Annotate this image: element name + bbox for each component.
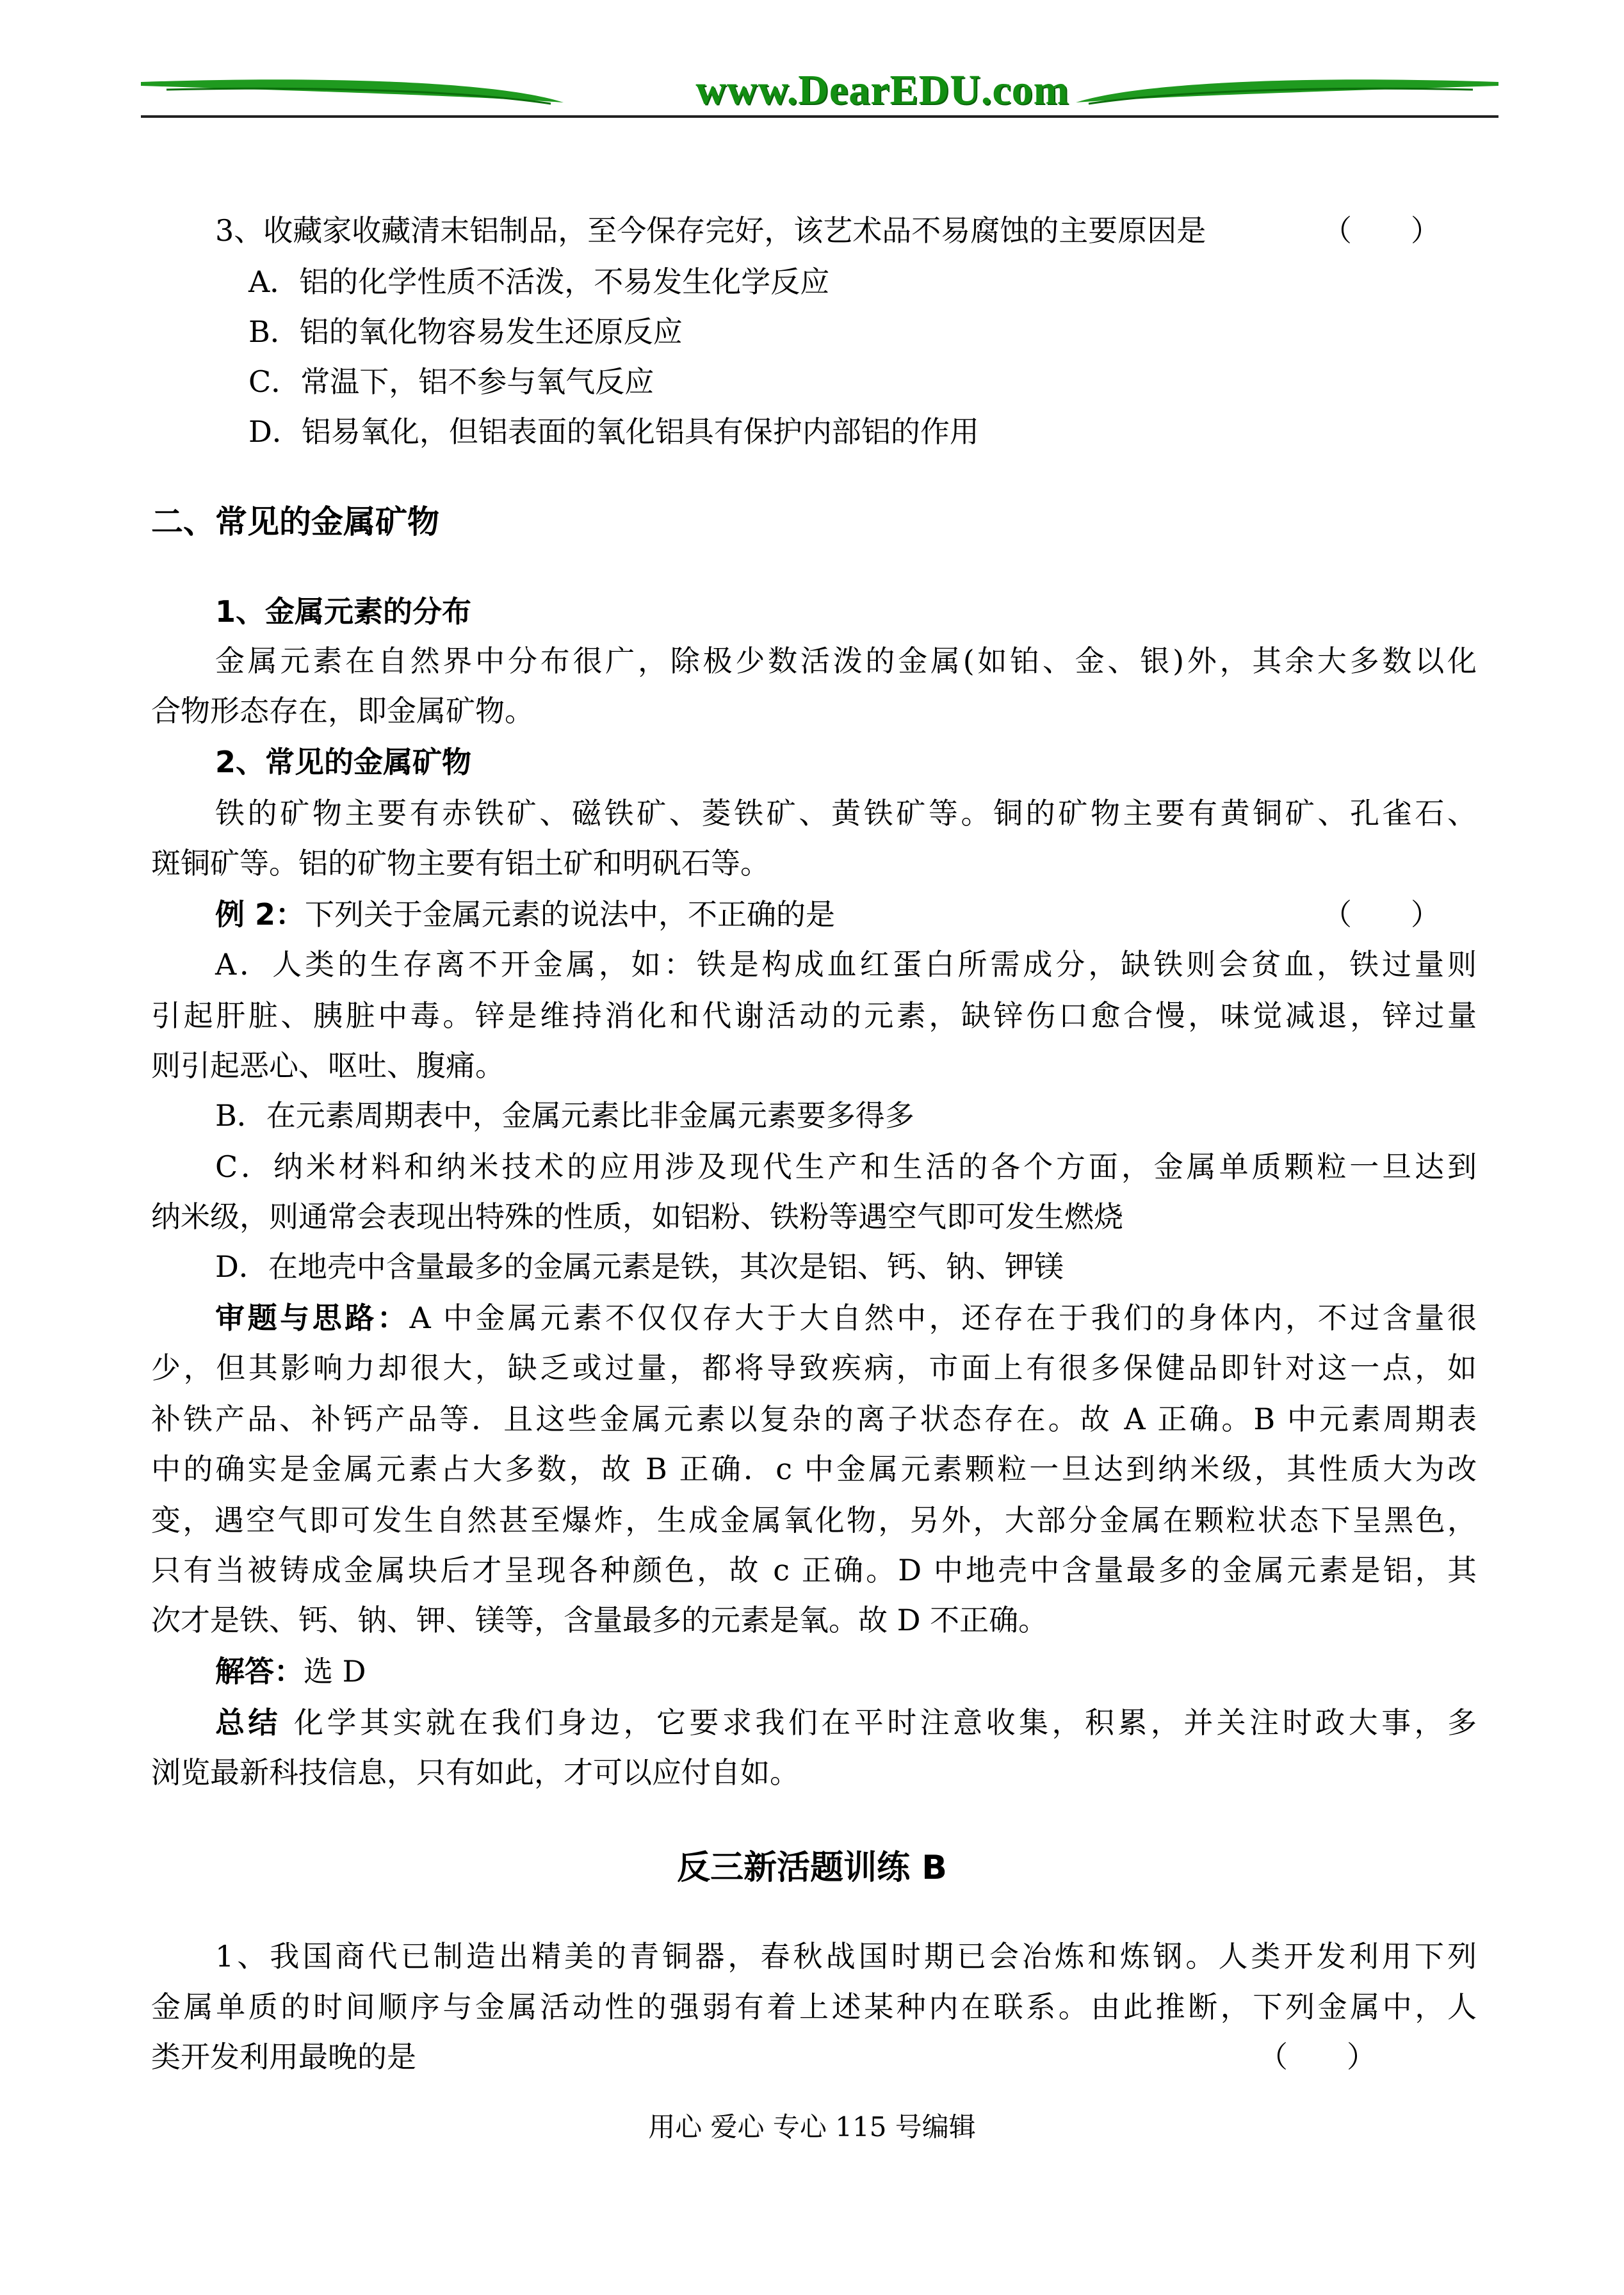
page-footer: 用心 爱心 专心 115 号编辑 xyxy=(648,2111,976,2143)
example-label: 例 2： xyxy=(215,897,305,932)
analysis-first-line xyxy=(215,1299,1477,1337)
option-d: D．在地壳中含量最多的金属元素是铁，其次是铝、钙、钠、钾镁 xyxy=(215,1249,1064,1284)
answer-line xyxy=(215,1652,366,1691)
paragraph-line: 斑铜矿等。铝的矿物主要有铝土矿和明矾石等。 xyxy=(151,846,770,880)
training-q1-answer-paren: （ ） xyxy=(1258,2040,1376,2074)
analysis-line: 补铁产品、补钙产品等．且这些金属元素以复杂的离子状态存在。故 A 正确。B 中元素周期表 xyxy=(151,1402,1477,1436)
paragraph-line: 铁的矿物主要有赤铁矿、磁铁矿、菱铁矿、黄铁矿等。铜的矿物主要有黄铜矿、孔雀石、 xyxy=(215,796,1477,831)
section-heading: 二、常见的金属矿物 xyxy=(151,503,439,540)
example-stem xyxy=(215,895,835,934)
training-q1-line: 1、我国商代已制造出精美的青铜器，春秋战国时期已会冶炼和炼钢。人类开发利用下列 xyxy=(215,1939,1477,1974)
option-c-line: C．纳米材料和纳米技术的应用涉及现代生产和生活的各个方面，金属单质颗粒一旦达到 xyxy=(215,1149,1477,1184)
header-rule xyxy=(141,115,1498,118)
training-title: 反三新活题训练 B xyxy=(677,1849,947,1887)
site-logo: www.DearEDU.com xyxy=(695,67,1069,113)
analysis-line: 次才是铁、钙、钠、钾、镁等，含量最多的元素是氧。故 D 不正确。 xyxy=(151,1603,1048,1637)
training-q1-line: 类开发利用最晚的是 xyxy=(151,2040,416,2074)
summary-first-line xyxy=(215,1703,1477,1742)
option-a-line: 引起肝脏、胰脏中毒。锌是维持消化和代谢活动的元素，缺锌伤口愈合慢，味觉减退，锌过量 xyxy=(151,998,1477,1033)
analysis-label: 审题与思路： xyxy=(215,1301,410,1335)
option-a-line: 则引起恶心、呕吐、腹痛。 xyxy=(151,1048,505,1083)
q3-answer-paren: （ ） xyxy=(1322,213,1440,248)
q3-option-d: D．铝易氧化，但铝表面的氧化铝具有保护内部铝的作用 xyxy=(248,414,979,449)
q3-stem: 3、收藏家收藏清末铝制品，至今保存完好，该艺术品不易腐蚀的主要原因是 xyxy=(215,213,1206,248)
example-answer-paren: （ ） xyxy=(1322,897,1440,932)
subheading-distribution: 1、金属元素的分布 xyxy=(215,594,472,629)
analysis-line: 少，但其影响力却很大，缺乏或过量，都将导致疾病，市面上有很多保健品即针对这一点，如 xyxy=(151,1350,1477,1385)
option-b: B．在元素周期表中，金属元素比非金属元素要多得多 xyxy=(215,1098,914,1133)
page-header xyxy=(141,64,1498,122)
q3-option-c: C．常温下，铝不参与氧气反应 xyxy=(248,364,654,399)
training-q1-line: 金属单质的时间顺序与金属活动性的强弱有着上述某种内在联系。由此推断，下列金属中，人 xyxy=(151,1990,1477,2024)
answer-label: 解答： xyxy=(215,1654,304,1689)
analysis-line: 只有当被铸成金属块后才呈现各种颜色，故 c 正确。D 中地壳中含量最多的金属元素是铝，其 xyxy=(151,1553,1477,1587)
subheading-minerals: 2、常见的金属矿物 xyxy=(215,745,472,779)
answer-text: 选 D xyxy=(304,1654,366,1689)
paragraph-line: 合物形态存在，即金属矿物。 xyxy=(151,693,534,728)
summary-line: 浏览最新科技信息，只有如此，才可以应付自如。 xyxy=(151,1755,799,1790)
paragraph-line: 金属元素在自然界中分布很广，除极少数活泼的金属(如铂、金、银)外，其余大多数以化 xyxy=(215,644,1477,678)
summary-text: 化学其实就在我们身边，它要求我们在平时注意收集，积累，并关注时政大事，多 xyxy=(280,1705,1477,1740)
example-question: 下列关于金属元素的说法中，不正确的是 xyxy=(305,897,836,932)
option-a-line: A．人类的生存离不开金属，如：铁是构成血红蛋白所需成分，缺铁则会贫血，铁过量则 xyxy=(215,947,1477,982)
analysis-line: 中的确实是金属元素占大多数，故 B 正确．c 中金属元素颗粒一旦达到纳米级，其性质大为改 xyxy=(151,1452,1477,1486)
q3-option-b: B．铝的氧化物容易发生还原反应 xyxy=(248,314,683,349)
analysis-line: 变，遇空气即可发生自然甚至爆炸，生成金属氧化物，另外，大部分金属在颗粒状态下呈黑色， xyxy=(151,1503,1477,1537)
analysis-text: A 中金属元素不仅仅存大于大自然中，还存在于我们的身体内，不过含量很 xyxy=(409,1301,1477,1335)
summary-label: 总结 xyxy=(215,1705,281,1740)
option-c-line: 纳米级，则通常会表现出特殊的性质，如铝粉、铁粉等遇空气即可发生燃烧 xyxy=(151,1199,1123,1234)
q3-option-a: A．铝的化学性质不活泼，不易发生化学反应 xyxy=(248,264,830,299)
